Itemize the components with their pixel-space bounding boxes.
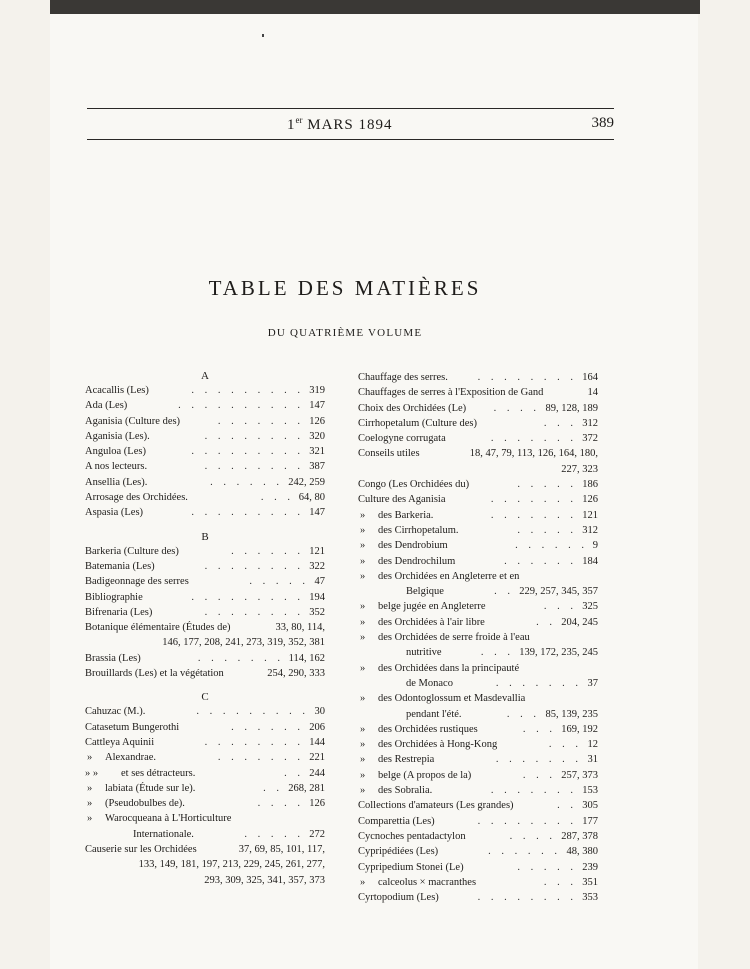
entry-pages: 89, 128, 189 xyxy=(545,402,598,414)
entry-pages: 372 xyxy=(582,433,598,445)
entry-label: Ada (Les) xyxy=(85,400,128,412)
entry-label: Brassia (Les) xyxy=(85,652,141,664)
entry-label: des Odontoglossum et Masdevallia xyxy=(378,693,526,705)
entry-label: Badigeonnage des serres xyxy=(85,576,189,588)
entry-label: pendant l'été. xyxy=(406,708,462,720)
index-subentry xyxy=(85,750,325,765)
index-subentry xyxy=(358,554,598,569)
entry-pages: 177 xyxy=(582,815,598,827)
index-subentry xyxy=(358,630,598,645)
entry-label: Coelogyne corrugata xyxy=(358,433,446,445)
dot-leader: . . . . . . . . xyxy=(477,372,577,383)
entry-label: Cypripedium Stonei (Le) xyxy=(358,861,464,873)
dot-leader: . . . . . . . xyxy=(495,677,582,689)
entry-label: des Orchidées rustiques xyxy=(378,723,478,735)
entry-label: Cirrhopetalum (Culture des) xyxy=(358,417,477,429)
entry-label: des Sobralia. xyxy=(378,785,433,797)
entry-pages: 229, 257, 345, 357 xyxy=(519,586,598,598)
entry-pages: 293, 309, 325, 341, 357, 373 xyxy=(204,874,325,886)
dot-leader: . . . . . . . . . xyxy=(191,446,304,458)
entry-label: et ses détracteurs. xyxy=(121,767,196,779)
entry-pages: 147 xyxy=(309,507,325,519)
index-column-right xyxy=(358,370,598,905)
dot-leader: . . . . . . . xyxy=(495,754,582,766)
dot-leader: . . . . . . xyxy=(515,540,588,552)
entry-pages: 85, 139, 235 xyxy=(545,708,598,720)
dot-leader: . . . . . . . xyxy=(217,415,304,427)
entry-label: des Dendrochilum xyxy=(378,555,456,567)
entry-pages: 257, 373 xyxy=(561,769,598,781)
entry-pages: 352 xyxy=(309,606,325,618)
ditto-mark: » xyxy=(360,616,366,628)
entry-label: Brouillards (Les) et la végétation xyxy=(85,668,224,680)
dot-leader: . . . . . xyxy=(244,828,304,840)
index-subentry xyxy=(358,538,598,553)
index-entry xyxy=(85,398,325,413)
dot-leader: . . . . . . xyxy=(504,555,577,567)
entry-label: Cycnoches pentadactylon xyxy=(358,830,466,842)
dot-leader: . . . . . . . . xyxy=(477,892,577,904)
entry-pages: 153 xyxy=(582,785,598,797)
entry-pages: 64, 80 xyxy=(298,492,325,504)
entry-pages: 146, 177, 208, 241, 273, 319, 352, 381 xyxy=(162,637,325,649)
ditto-mark: » xyxy=(87,752,93,764)
entry-label: Chauffage des serres. xyxy=(358,372,448,383)
entry-label: belge jugée en Angleterre xyxy=(378,601,486,613)
ditto-mark: » xyxy=(87,782,93,794)
ditto-mark: » xyxy=(360,785,366,797)
date-month-year: MARS 1894 xyxy=(302,117,393,133)
dot-leader: . . . xyxy=(543,876,577,888)
page-number: 389 xyxy=(591,115,614,131)
entry-label: Aganisia (Culture des) xyxy=(85,415,181,427)
index-entry xyxy=(85,383,325,398)
entry-label: Causerie sur les Orchidées xyxy=(85,844,197,856)
entry-label: Congo (Les Orchidées du) xyxy=(358,479,470,491)
section-letter: C xyxy=(201,691,209,704)
dot-leader: . . . . . . . xyxy=(490,785,577,797)
entry-label: Warocqueana à L'Horticulture xyxy=(105,813,232,825)
entry-label: des Barkeria. xyxy=(378,509,434,521)
dot-leader: . . . xyxy=(543,417,577,429)
dot-leader: . . . . . . . . xyxy=(204,736,304,748)
ditto-mark: » xyxy=(360,754,366,766)
entry-label: Arrosage des Orchidées. xyxy=(85,492,188,504)
dot-leader: . . . xyxy=(543,601,577,613)
index-entry xyxy=(85,651,325,666)
entry-label: des Dendrobium xyxy=(378,540,448,552)
ditto-mark: » xyxy=(360,570,366,582)
entry-pages: 242, 259 xyxy=(288,476,325,488)
index-subentry xyxy=(358,584,598,599)
ditto-mark: » xyxy=(360,739,366,751)
entry-label: Cahuzac (M.). xyxy=(85,706,146,718)
index-entry xyxy=(85,559,325,574)
index-entry xyxy=(358,844,598,859)
entry-label: belge (A propos de la) xyxy=(378,769,472,781)
header-date xyxy=(287,115,393,134)
entry-pages: 184 xyxy=(582,555,598,567)
index-entry xyxy=(85,475,325,490)
index-entry-continuation xyxy=(85,857,325,872)
entry-pages: 204, 245 xyxy=(561,616,598,628)
dot-leader: . . . xyxy=(522,769,556,781)
ditto-mark: » xyxy=(360,723,366,735)
dot-leader: . . . . xyxy=(493,402,540,414)
entry-label: Alexandrae. xyxy=(105,752,157,764)
entry-label: des Orchidées à l'air libre xyxy=(378,616,485,628)
entry-pages: 312 xyxy=(582,417,598,429)
index-subentry xyxy=(358,752,598,767)
dot-leader: . . . . . . . . xyxy=(204,430,304,442)
ditto-mark: » xyxy=(360,693,366,705)
index-subentry xyxy=(358,569,598,584)
entry-label: nutritive xyxy=(406,647,442,659)
entry-pages: 186 xyxy=(582,479,598,491)
index-subentry xyxy=(358,599,598,614)
dot-leader: . . . . . . xyxy=(231,721,304,733)
entry-pages: 126 xyxy=(309,798,325,810)
entry-label: Aspasia (Les) xyxy=(85,507,144,519)
entry-pages: 31 xyxy=(587,754,598,766)
dot-leader: . . . . . . . . xyxy=(477,815,577,827)
index-subentry xyxy=(85,766,325,781)
entry-label: Barkeria (Culture des) xyxy=(85,545,179,557)
entry-pages: 147 xyxy=(309,400,325,412)
entry-label: Chauffages de serres à l'Exposition de Gand xyxy=(358,387,544,399)
index-subentry xyxy=(85,827,325,842)
index-subentry xyxy=(358,645,598,660)
entry-pages: 18, 47, 79, 113, 126, 164, 180, xyxy=(469,448,598,460)
index-entry xyxy=(85,735,325,750)
index-subentry xyxy=(358,722,598,737)
ditto-mark: » xyxy=(87,798,93,810)
entry-label: Bibliographie xyxy=(85,591,143,603)
dot-leader: . . . . . . xyxy=(231,545,304,557)
entry-pages: 12 xyxy=(587,739,598,751)
entry-label: Culture des Aganisia xyxy=(358,494,446,506)
index-entry xyxy=(358,385,598,400)
entry-pages: 37, 69, 85, 101, 117, xyxy=(238,844,325,856)
index-entry xyxy=(358,477,598,492)
entry-pages: 268, 281 xyxy=(288,782,325,794)
entry-label: A nos lecteurs. xyxy=(85,461,148,473)
dot-leader: . . . . . . . xyxy=(490,433,577,445)
index-entry xyxy=(358,829,598,844)
entry-label: des Cirrhopetalum. xyxy=(378,524,459,536)
entry-pages: 114, 162 xyxy=(288,652,325,664)
header-rule-top xyxy=(87,108,614,109)
entry-pages: 239 xyxy=(582,861,598,873)
dot-leader: . . . . . . . . . xyxy=(191,591,304,603)
entry-label: Catasetum Bungerothi xyxy=(85,721,180,733)
entry-pages: 351 xyxy=(582,876,598,888)
entry-pages: 121 xyxy=(582,509,598,521)
entry-pages: 33, 80, 114, xyxy=(275,622,325,634)
dot-leader: . . . . xyxy=(509,830,556,842)
entry-label: Choix des Orchidées (Le) xyxy=(358,402,467,414)
index-subentry xyxy=(85,796,325,811)
index-entry xyxy=(85,720,325,735)
entry-label: Belgique xyxy=(406,586,444,598)
entry-label: Acacallis (Les) xyxy=(85,385,149,396)
entry-label: (Pseudobulbes de). xyxy=(105,798,185,810)
entry-pages: 194 xyxy=(309,591,325,603)
index-column-left xyxy=(85,370,325,888)
ditto-mark: » xyxy=(87,813,93,825)
dot-leader: . . . . . xyxy=(517,861,577,873)
ditto-mark: » xyxy=(360,509,366,521)
entry-pages: 126 xyxy=(582,494,598,506)
entry-pages: 287, 378 xyxy=(561,830,598,842)
entry-pages: 387 xyxy=(309,461,325,473)
entry-label: des Orchidées dans la principauté xyxy=(378,662,520,674)
dot-leader: . . . . . . . . . xyxy=(191,385,304,396)
index-entry xyxy=(358,798,598,813)
index-entry xyxy=(85,574,325,589)
index-entry xyxy=(85,842,325,857)
dot-leader: . . . . . . . xyxy=(490,509,577,521)
index-subentry xyxy=(358,508,598,523)
entry-pages: 221 xyxy=(309,752,325,764)
index-entry xyxy=(85,605,325,620)
index-entry xyxy=(358,370,598,385)
index-subentry xyxy=(358,707,598,722)
date-ordinal: er xyxy=(295,115,303,125)
index-entry xyxy=(85,490,325,505)
index-entry xyxy=(358,814,598,829)
running-head xyxy=(87,115,614,135)
ditto-mark: » xyxy=(360,524,366,536)
entry-label: Comparettia (Les) xyxy=(358,815,435,827)
dot-leader: . . . . . . . xyxy=(490,494,577,506)
dot-leader: . . . . xyxy=(257,798,304,810)
entry-label: labiata (Étude sur le). xyxy=(105,782,196,794)
entry-pages: 169, 192 xyxy=(561,723,598,735)
entry-pages: 164 xyxy=(582,372,598,383)
entry-label: Internationale. xyxy=(133,828,194,840)
entry-label: Conseils utiles xyxy=(358,448,420,460)
entry-pages: 139, 172, 235, 245 xyxy=(519,647,598,659)
dot-leader: . . . xyxy=(260,492,294,504)
dot-leader: . . . . . . . . . xyxy=(196,706,309,718)
dot-leader: . . . xyxy=(522,723,556,735)
index-subentry xyxy=(358,676,598,691)
entry-pages: 30 xyxy=(314,706,325,718)
entry-pages: 206 xyxy=(309,721,325,733)
index-subentry xyxy=(358,615,598,630)
dot-leader: . . . . . . xyxy=(210,476,283,488)
entry-pages: 37 xyxy=(587,677,598,689)
index-entry xyxy=(358,860,598,875)
entry-label: Ansellia (Les). xyxy=(85,476,148,488)
section-letter: A xyxy=(201,370,209,382)
entry-label: Anguloa (Les) xyxy=(85,446,146,458)
ditto-mark: » xyxy=(360,769,366,781)
dot-leader: . . . . . . . . . xyxy=(191,507,304,519)
index-entry xyxy=(85,544,325,559)
index-entry xyxy=(85,429,325,444)
section-gap xyxy=(85,521,325,531)
entry-label: calceolus × macranthes xyxy=(378,876,477,888)
ditto-mark: » xyxy=(360,876,366,888)
index-subentry xyxy=(358,783,598,798)
dot-leader: . . . . . xyxy=(517,524,577,536)
entry-label: Batemania (Les) xyxy=(85,560,155,572)
entry-label: des Orchidées à Hong-Kong xyxy=(378,739,498,751)
entry-pages: 321 xyxy=(309,446,325,458)
index-entry xyxy=(358,446,598,461)
index-subentry xyxy=(358,768,598,783)
dot-leader: . . xyxy=(536,616,556,628)
entry-pages: 14 xyxy=(587,387,598,399)
header-rule-bottom xyxy=(87,139,614,140)
ditto-mark: » xyxy=(360,555,366,567)
section-letter: B xyxy=(201,530,209,543)
index-subentry xyxy=(85,781,325,796)
ditto-mark: » » xyxy=(85,767,99,779)
index-entry xyxy=(85,459,325,474)
ditto-mark: » xyxy=(360,540,366,552)
entry-pages: 244 xyxy=(309,767,325,779)
date-day: 1 xyxy=(287,117,296,133)
entry-label: Cattleya Aquinii xyxy=(85,736,155,748)
entry-pages: 126 xyxy=(309,415,325,427)
entry-pages: 319 xyxy=(309,385,325,396)
entry-pages: 254, 290, 333 xyxy=(267,668,325,680)
dot-leader: . . . . . . . xyxy=(217,752,304,764)
index-entry xyxy=(85,666,325,681)
entry-label: des Orchidées de serre froide à l'eau xyxy=(378,632,530,644)
index-subentry xyxy=(358,661,598,676)
dot-leader: . . xyxy=(557,800,577,812)
index-entry xyxy=(85,505,325,520)
entry-pages: 48, 380 xyxy=(566,846,598,858)
entry-label: des Restrepia xyxy=(378,754,435,766)
entry-pages: 9 xyxy=(592,540,598,552)
entry-pages: 312 xyxy=(582,524,598,536)
entry-pages: 272 xyxy=(309,828,325,840)
entry-pages: 305 xyxy=(582,800,598,812)
entry-pages: 322 xyxy=(309,560,325,572)
entry-pages: 133, 149, 181, 197, 213, 229, 245, 261, 277, xyxy=(138,859,325,871)
ditto-mark: » xyxy=(360,662,366,674)
index-entry xyxy=(85,704,325,719)
scan-edge xyxy=(50,0,700,14)
dot-leader: . . . xyxy=(548,739,582,751)
entry-pages: 144 xyxy=(309,736,325,748)
dot-leader: . . . . . . . . xyxy=(204,461,304,473)
entry-label: Collections d'amateurs (Les grandes) xyxy=(358,800,514,812)
entry-pages: 353 xyxy=(582,892,598,904)
entry-label: Cypripédiées (Les) xyxy=(358,846,439,858)
dot-leader: . . . . . . . . xyxy=(204,606,304,618)
dot-leader: . . . . . . . xyxy=(197,652,284,664)
index-entry xyxy=(358,431,598,446)
entry-label: Bifrenaria (Les) xyxy=(85,606,153,618)
index-entry xyxy=(85,414,325,429)
page-title: TABLE DES MATIÈRES xyxy=(208,276,482,300)
index-entry-continuation xyxy=(85,873,325,888)
entry-label: de Monaco xyxy=(406,677,453,689)
index-entry-continuation xyxy=(358,462,598,477)
entry-pages: 47 xyxy=(314,576,325,588)
entry-pages: 121 xyxy=(309,545,325,557)
dot-leader: . . . . . xyxy=(249,576,309,588)
index-entry xyxy=(85,444,325,459)
dot-leader: . . . . . . . . . . xyxy=(178,400,304,412)
dot-leader: . . xyxy=(284,767,304,779)
ink-speck xyxy=(262,34,264,37)
index-subentry xyxy=(85,811,325,826)
index-subentry xyxy=(358,875,598,890)
index-entry xyxy=(358,416,598,431)
index-entry xyxy=(358,890,598,905)
index-subentry xyxy=(358,523,598,538)
ditto-mark: » xyxy=(360,601,366,613)
dot-leader: . . . xyxy=(506,708,540,720)
dot-leader: . . . . . . . . xyxy=(204,560,304,572)
entry-pages: 325 xyxy=(582,601,598,613)
dot-leader: . . . . . . xyxy=(488,846,561,858)
entry-label: Botanique élémentaire (Études de) xyxy=(85,622,231,634)
index-subentry xyxy=(358,691,598,706)
dot-leader: . . xyxy=(263,782,283,794)
index-entry xyxy=(85,590,325,605)
entry-pages: 320 xyxy=(309,430,325,442)
index-entry xyxy=(358,401,598,416)
entry-label: Aganisia (Les). xyxy=(85,430,150,442)
index-entry xyxy=(85,620,325,635)
page-subtitle: DU QUATRIÈME VOLUME xyxy=(267,327,423,339)
ditto-mark: » xyxy=(360,632,366,644)
entry-pages: 227, 323 xyxy=(561,463,598,475)
index-entry xyxy=(358,492,598,507)
index-subentry xyxy=(358,737,598,752)
index-entry-continuation xyxy=(85,635,325,650)
dot-leader: . . xyxy=(494,586,514,598)
dot-leader: . . . . . xyxy=(517,479,577,491)
section-gap xyxy=(85,681,325,691)
entry-label: des Orchidées en Angleterre et en xyxy=(378,570,520,582)
entry-label: Cyrtopodium (Les) xyxy=(358,892,439,904)
dot-leader: . . . xyxy=(480,647,514,659)
